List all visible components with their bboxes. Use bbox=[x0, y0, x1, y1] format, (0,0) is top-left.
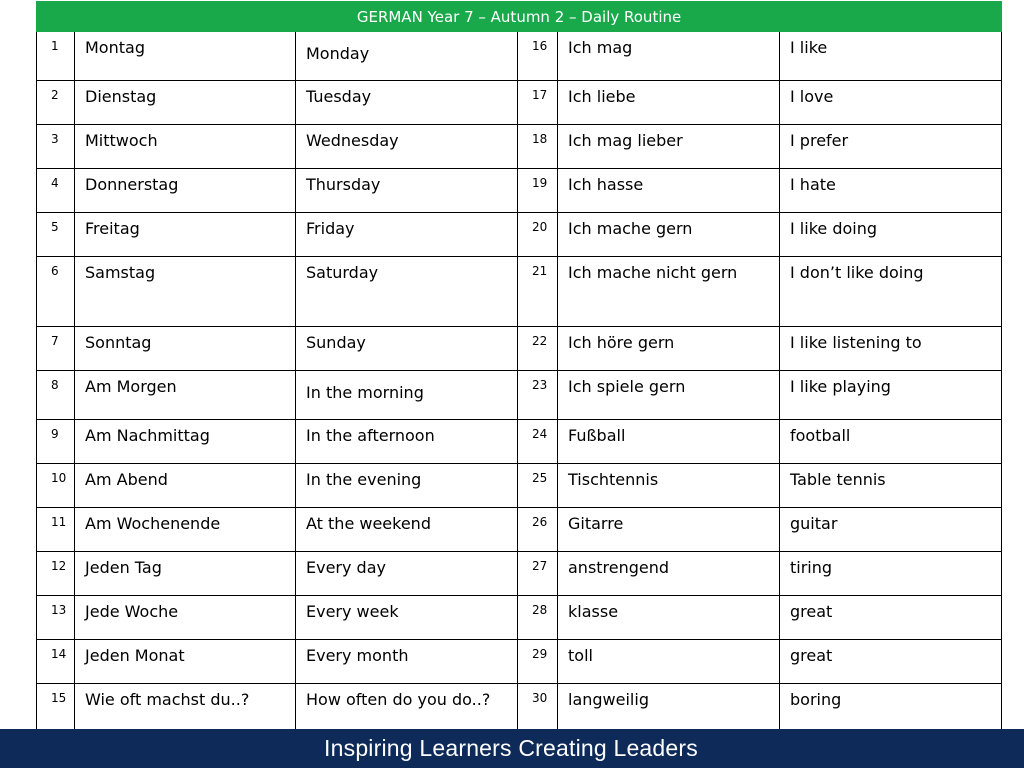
item-number: 26 bbox=[518, 508, 558, 552]
english-word: tiring bbox=[780, 552, 1002, 596]
item-number: 20 bbox=[518, 213, 558, 257]
english-word: I hate bbox=[780, 169, 1002, 213]
english-word: Monday bbox=[296, 32, 518, 81]
english-word: guitar bbox=[780, 508, 1002, 552]
english-word: How often do you do..? bbox=[296, 684, 518, 754]
english-word: Every week bbox=[296, 596, 518, 640]
english-word: Thursday bbox=[296, 169, 518, 213]
item-number: 10 bbox=[37, 464, 75, 508]
footer-tagline: Inspiring Learners Creating Leaders bbox=[324, 735, 698, 761]
german-word: Ich höre gern bbox=[558, 327, 780, 371]
english-word: I like doing bbox=[780, 213, 1002, 257]
item-number: 29 bbox=[518, 640, 558, 684]
german-word: Donnerstag bbox=[75, 169, 296, 213]
german-word: Ich hasse bbox=[558, 169, 780, 213]
german-word: Samstag bbox=[75, 257, 296, 327]
german-word: Jeden Tag bbox=[75, 552, 296, 596]
table-row bbox=[37, 508, 1002, 552]
german-word: Am Morgen bbox=[75, 371, 296, 420]
english-word: football bbox=[780, 420, 1002, 464]
table-row bbox=[37, 640, 1002, 684]
table-row bbox=[37, 371, 1002, 420]
english-word: I don’t like doing bbox=[780, 257, 1002, 327]
english-word: boring bbox=[780, 684, 1002, 754]
table-row bbox=[37, 596, 1002, 640]
item-number: 7 bbox=[37, 327, 75, 371]
german-word: Mittwoch bbox=[75, 125, 296, 169]
english-word: Tuesday bbox=[296, 81, 518, 125]
item-number: 8 bbox=[37, 371, 75, 420]
german-word: Freitag bbox=[75, 213, 296, 257]
german-word: Jeden Monat bbox=[75, 640, 296, 684]
table-row bbox=[37, 552, 1002, 596]
german-word: toll bbox=[558, 640, 780, 684]
item-number: 21 bbox=[518, 257, 558, 327]
english-word: Friday bbox=[296, 213, 518, 257]
german-word: Ich liebe bbox=[558, 81, 780, 125]
item-number: 15 bbox=[37, 684, 75, 754]
table-row bbox=[37, 464, 1002, 508]
item-number: 25 bbox=[518, 464, 558, 508]
table-row bbox=[37, 327, 1002, 371]
english-word: In the morning bbox=[296, 371, 518, 420]
item-number: 24 bbox=[518, 420, 558, 464]
german-word: Tischtennis bbox=[558, 464, 780, 508]
item-number: 13 bbox=[37, 596, 75, 640]
item-number: 17 bbox=[518, 81, 558, 125]
item-number: 3 bbox=[37, 125, 75, 169]
english-word: Wednesday bbox=[296, 125, 518, 169]
item-number: 23 bbox=[518, 371, 558, 420]
english-word: Sunday bbox=[296, 327, 518, 371]
item-number: 14 bbox=[37, 640, 75, 684]
table-row bbox=[37, 420, 1002, 464]
item-number: 19 bbox=[518, 169, 558, 213]
english-word: In the afternoon bbox=[296, 420, 518, 464]
english-word: I like bbox=[780, 32, 1002, 81]
item-number: 16 bbox=[518, 32, 558, 81]
item-number: 1 bbox=[37, 32, 75, 81]
english-word: I prefer bbox=[780, 125, 1002, 169]
item-number: 30 bbox=[518, 684, 558, 754]
english-word: At the weekend bbox=[296, 508, 518, 552]
english-word: great bbox=[780, 640, 1002, 684]
german-word: anstrengend bbox=[558, 552, 780, 596]
table-row bbox=[37, 81, 1002, 125]
german-word: Gitarre bbox=[558, 508, 780, 552]
item-number: 28 bbox=[518, 596, 558, 640]
item-number: 22 bbox=[518, 327, 558, 371]
item-number: 27 bbox=[518, 552, 558, 596]
english-word: In the evening bbox=[296, 464, 518, 508]
sheet-title: GERMAN Year 7 – Autumn 2 – Daily Routine bbox=[37, 2, 1002, 32]
item-number: 2 bbox=[37, 81, 75, 125]
english-word: Every month bbox=[296, 640, 518, 684]
table-row bbox=[37, 169, 1002, 213]
table-row bbox=[37, 213, 1002, 257]
item-number: 18 bbox=[518, 125, 558, 169]
item-number: 9 bbox=[37, 420, 75, 464]
item-number: 11 bbox=[37, 508, 75, 552]
german-word: Am Nachmittag bbox=[75, 420, 296, 464]
item-number: 12 bbox=[37, 552, 75, 596]
german-word: Am Abend bbox=[75, 464, 296, 508]
german-word: Wie oft machst du..? bbox=[75, 684, 296, 754]
german-word: Sonntag bbox=[75, 327, 296, 371]
vocabulary-table bbox=[36, 1, 1002, 754]
table-row bbox=[37, 257, 1002, 327]
item-number: 4 bbox=[37, 169, 75, 213]
table-row bbox=[37, 125, 1002, 169]
german-word: langweilig bbox=[558, 684, 780, 754]
german-word: Am Wochenende bbox=[75, 508, 296, 552]
german-word: Ich mache gern bbox=[558, 213, 780, 257]
german-word: Dienstag bbox=[75, 81, 296, 125]
footer-bar bbox=[0, 729, 1024, 768]
english-word: great bbox=[780, 596, 1002, 640]
german-word: Montag bbox=[75, 32, 296, 81]
table-row bbox=[37, 32, 1002, 81]
german-word: Ich spiele gern bbox=[558, 371, 780, 420]
english-word: Table tennis bbox=[780, 464, 1002, 508]
english-word: Every day bbox=[296, 552, 518, 596]
german-word: Ich mag bbox=[558, 32, 780, 81]
german-word: Fußball bbox=[558, 420, 780, 464]
english-word: Saturday bbox=[296, 257, 518, 327]
german-word: klasse bbox=[558, 596, 780, 640]
german-word: Ich mache nicht gern bbox=[558, 257, 780, 327]
german-word: Jede Woche bbox=[75, 596, 296, 640]
english-word: I like playing bbox=[780, 371, 1002, 420]
english-word: I love bbox=[780, 81, 1002, 125]
item-number: 6 bbox=[37, 257, 75, 327]
german-word: Ich mag lieber bbox=[558, 125, 780, 169]
english-word: I like listening to bbox=[780, 327, 1002, 371]
item-number: 5 bbox=[37, 213, 75, 257]
